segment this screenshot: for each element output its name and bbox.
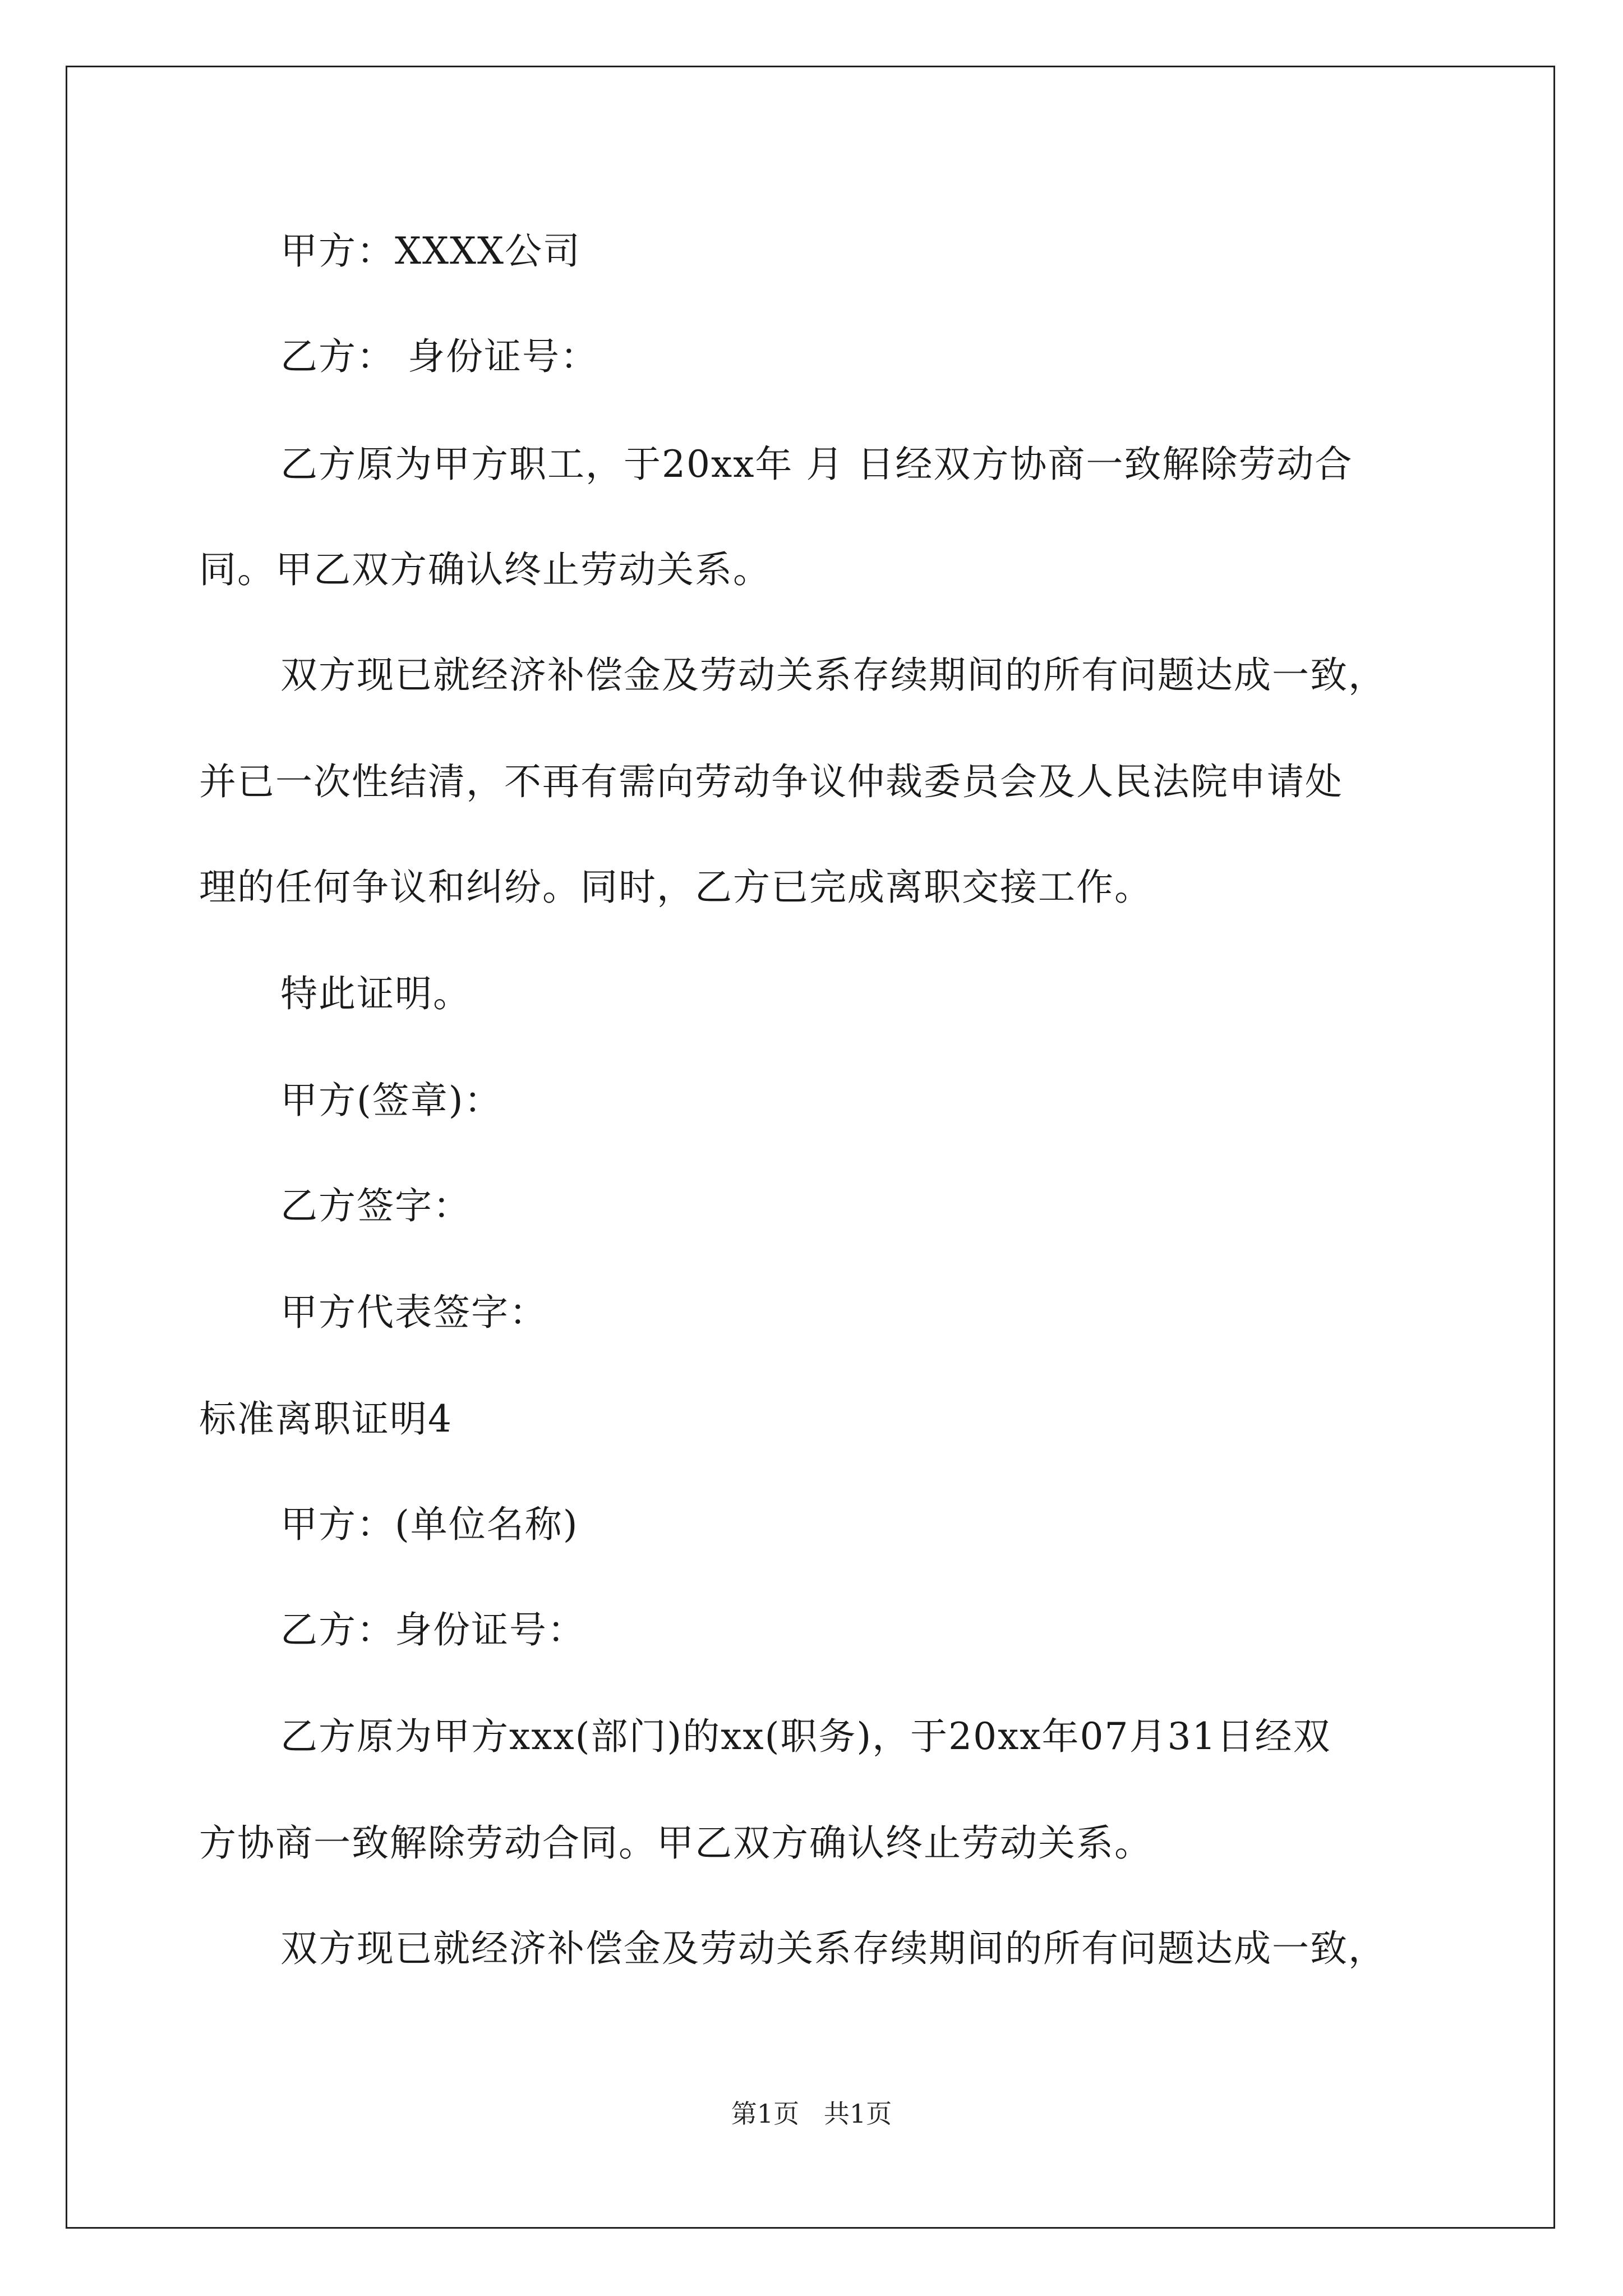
paragraph-line: 理的任何争议和纠纷。同时，乙方已完成离职交接工作。 <box>199 866 1152 909</box>
paragraph-line: 方协商一致解除劳动合同。甲乙双方确认终止劳动关系。 <box>199 1821 1152 1865</box>
party-a-line: 甲方：(单位名称) <box>280 1503 579 1546</box>
page-border <box>66 66 1555 2229</box>
paragraph-line: 乙方原为甲方xxx(部门)的xx(职务)，于20xx年07月31日经双 <box>280 1715 1331 1758</box>
party-b-line: 乙方： 身份证号： <box>280 335 598 378</box>
certification-line: 特此证明。 <box>280 972 471 1015</box>
section-title: 标准离职证明4 <box>199 1397 453 1441</box>
page-number-footer: 第1页 共1页 <box>731 2099 892 2129</box>
party-a-seal-line: 甲方(签章)： <box>280 1079 502 1122</box>
party-a-line: 甲方：XXXX公司 <box>280 229 581 273</box>
paragraph-line: 乙方原为甲方职工，于20xx年 月 日经双方协商一致解除劳动合 <box>280 443 1353 486</box>
party-b-signature-line: 乙方签字： <box>280 1184 471 1227</box>
paragraph-line: 双方现已就经济补偿金及劳动关系存续期间的所有问题达成一致， <box>280 654 1386 697</box>
paragraph-line: 双方现已就经济补偿金及劳动关系存续期间的所有问题达成一致， <box>280 1927 1386 1970</box>
paragraph-line: 同。甲乙双方确认终止劳动关系。 <box>199 548 771 591</box>
party-b-line: 乙方：身份证号： <box>280 1608 585 1651</box>
paragraph-line: 并已一次性结清，不再有需向劳动争议仲裁委员会及人民法院申请处 <box>199 760 1343 803</box>
party-a-rep-signature-line: 甲方代表签字： <box>280 1291 547 1334</box>
